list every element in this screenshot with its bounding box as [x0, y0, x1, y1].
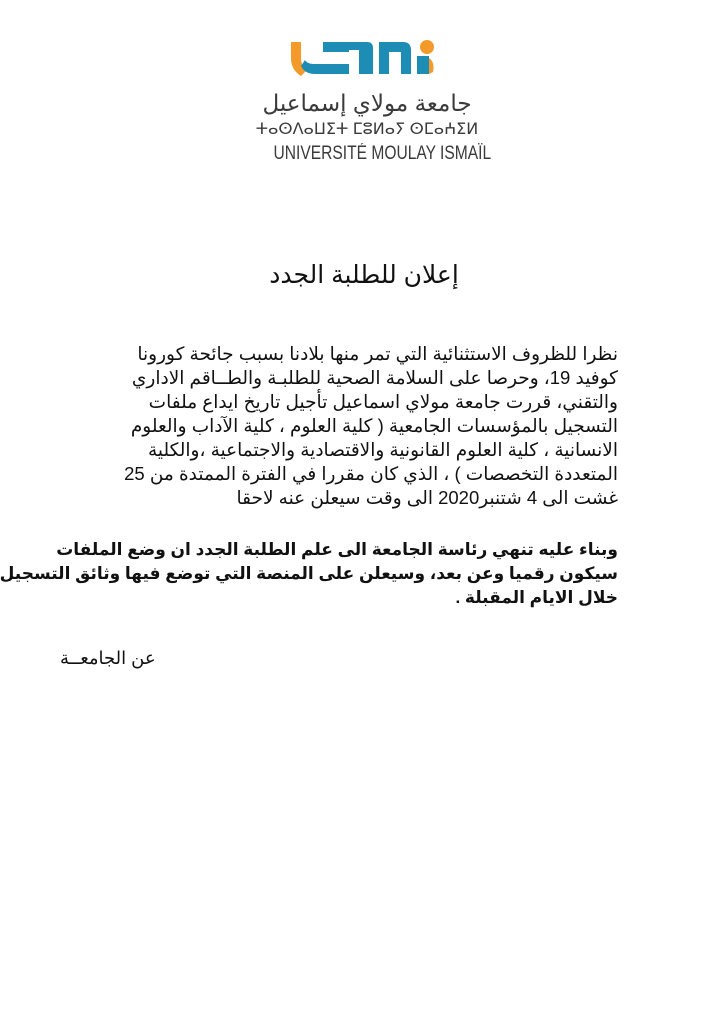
paragraph-line: وبناء عليه تنهي رئاسة الجامعة الى علم الطلبة الجدد ان وضع الملفات [56, 540, 618, 559]
logo-french-name: UNIVERSITÉ MOULAY ISMAÏL [273, 143, 492, 164]
logo-i-stem [417, 56, 429, 74]
logo-arabic-name: جامعة مولاي إسماعيل [262, 90, 472, 116]
logo-m-arch [379, 42, 411, 74]
paragraph-line: الانسانية ، كلية العلوم القانونية والاقتصادية والاجتماعية ،والكلية [147, 439, 618, 460]
paragraph-line: سيكون رقميا وعن بعد، وسيعلن على المنصة التي توضع فيها وثائق التسجيل [0, 564, 618, 583]
announcement-paragraph-2 [0, 538, 618, 610]
logo-tifinagh-name: ⵜⴰⵙⴷⴰⵡⵉⵜ ⵎⵓⵍⴰⵢ ⵙⵎⴰⵄⵉⵍ [255, 121, 479, 138]
paragraph-line: خلال الايام المقبلة . [455, 588, 618, 607]
signature: عن الجامعــة [60, 648, 156, 668]
university-logo [253, 38, 492, 166]
paragraph-line: نظرا للظروف الاستثنائية التي تمر منها بلادنا بسبب جائحة كورونا [137, 343, 618, 364]
paragraph-line: كوفيد 19، وحرصا على السلامة الصحية للطلبـة والطــاقم الاداري [131, 367, 618, 388]
logo-u-base [301, 42, 373, 74]
logo-i-accent [429, 58, 434, 74]
paragraph-line: المتعددة التخصصات ) ، الذي كان مقررا في الفترة الممتدة من 25 [124, 463, 618, 484]
announcement-paragraph-1 [100, 342, 618, 510]
logo-u-left-stroke [291, 42, 307, 76]
logo-i-dot [420, 40, 434, 54]
document-title: إعلان للطلبة الجدد [269, 261, 459, 289]
umi-logo-mark [287, 38, 447, 84]
paragraph-line: والتقني، قررت جامعة مولاي اسماعيل تأجيل تاريخ ايداع ملفات [148, 391, 618, 412]
paragraph-line: التسجيل بالمؤسسات الجامعية ( كلية العلوم ، كلية الآداب والعلوم [130, 415, 618, 436]
paragraph-line: غشت الى 4 شتنبر2020 الى وقت سيعلن عنه لاحقا [236, 487, 618, 508]
logo-m-gap [349, 50, 359, 74]
